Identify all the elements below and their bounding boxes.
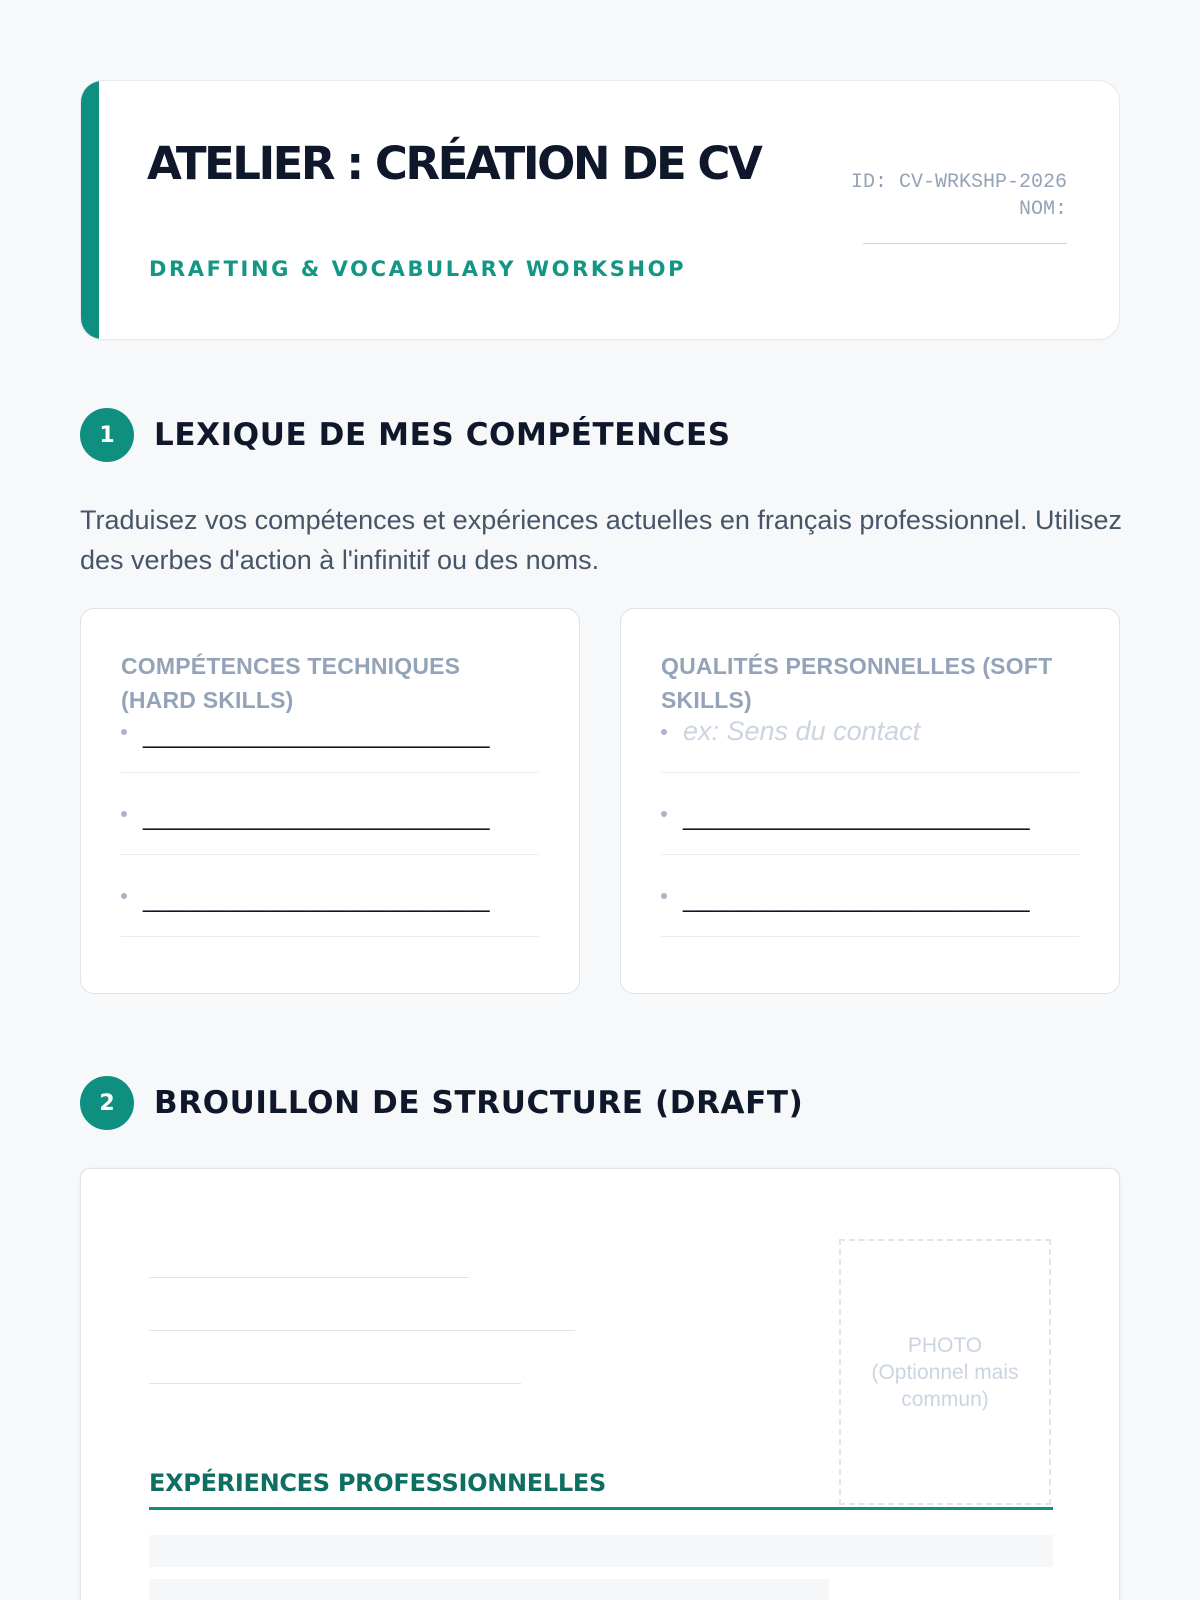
draft-title-line[interactable] (149, 1330, 575, 1331)
worksheet-id: ID: CV-WRKSHP-2026 (850, 171, 1067, 194)
hard-skills-title: COMPÉTENCES TECHNIQUES (HARD SKILLS) (121, 653, 461, 713)
hard-skills-list (121, 691, 539, 937)
blank-line: __________________________ (143, 721, 489, 749)
bullet-icon (661, 729, 667, 735)
soft-skill-line-2[interactable] (661, 773, 1079, 855)
experience-entry-placeholder[interactable] (149, 1579, 829, 1600)
section-1-number-badge: 1 (80, 408, 134, 462)
hard-skill-line-2[interactable] (121, 773, 539, 855)
hard-skill-line-1[interactable] (121, 691, 539, 773)
soft-skill-placeholder: ex: Sens du contact (683, 716, 921, 746)
header-accent-bar (81, 81, 99, 339)
worksheet-header-card (80, 80, 1120, 340)
worksheet-meta (851, 169, 1067, 223)
bullet-icon (121, 811, 127, 817)
bullet-icon (661, 811, 667, 817)
section-1-heading (80, 408, 731, 462)
soft-skills-list (661, 691, 1079, 937)
name-field-line[interactable] (863, 243, 1067, 244)
experience-divider (149, 1507, 1053, 1510)
experience-entry-placeholder[interactable] (149, 1535, 1053, 1567)
hard-skills-card (80, 608, 580, 994)
bullet-icon (121, 729, 127, 735)
hard-skill-line-3[interactable] (121, 855, 539, 937)
blank-line: __________________________ (143, 885, 489, 913)
draft-name-line[interactable] (149, 1277, 469, 1278)
blank-line: __________________________ (683, 885, 1029, 913)
cv-draft-sheet (80, 1168, 1120, 1600)
page-title: ATELIER : CRÉATION DE CV (147, 137, 761, 190)
page-subtitle: DRAFTING & VOCABULARY WORKSHOP (149, 257, 687, 281)
soft-skill-line-3[interactable] (661, 855, 1079, 937)
section-1-title: LEXIQUE DE MES COMPÉTENCES (154, 417, 731, 453)
draft-contact-line[interactable] (149, 1383, 521, 1384)
soft-skills-title: QUALITÉS PERSONNELLES (SOFT SKILLS) (661, 653, 1053, 713)
section-2-title: BROUILLON DE STRUCTURE (DRAFT) (154, 1085, 804, 1121)
bullet-icon (661, 893, 667, 899)
photo-placeholder[interactable] (839, 1239, 1051, 1505)
section-2-heading (80, 1076, 803, 1130)
soft-skill-line-1[interactable] (661, 691, 1079, 773)
soft-skills-card (620, 608, 1120, 994)
bullet-icon (121, 893, 127, 899)
section-2-number-badge: 2 (80, 1076, 134, 1130)
section-1-instructions: Traduisez vos compétences et expériences actuelles en français professionnel. Utilisez des verbes d'action à l'infinitif ou des noms. (80, 505, 1123, 575)
blank-line: __________________________ (143, 803, 489, 831)
blank-line: __________________________ (683, 803, 1029, 831)
experience-section-title: EXPÉRIENCES PROFESSIONNELLES (149, 1469, 606, 1497)
photo-label: PHOTO (Optionnel mais commun) (871, 1333, 1019, 1411)
name-label: NOM: (1018, 198, 1067, 221)
